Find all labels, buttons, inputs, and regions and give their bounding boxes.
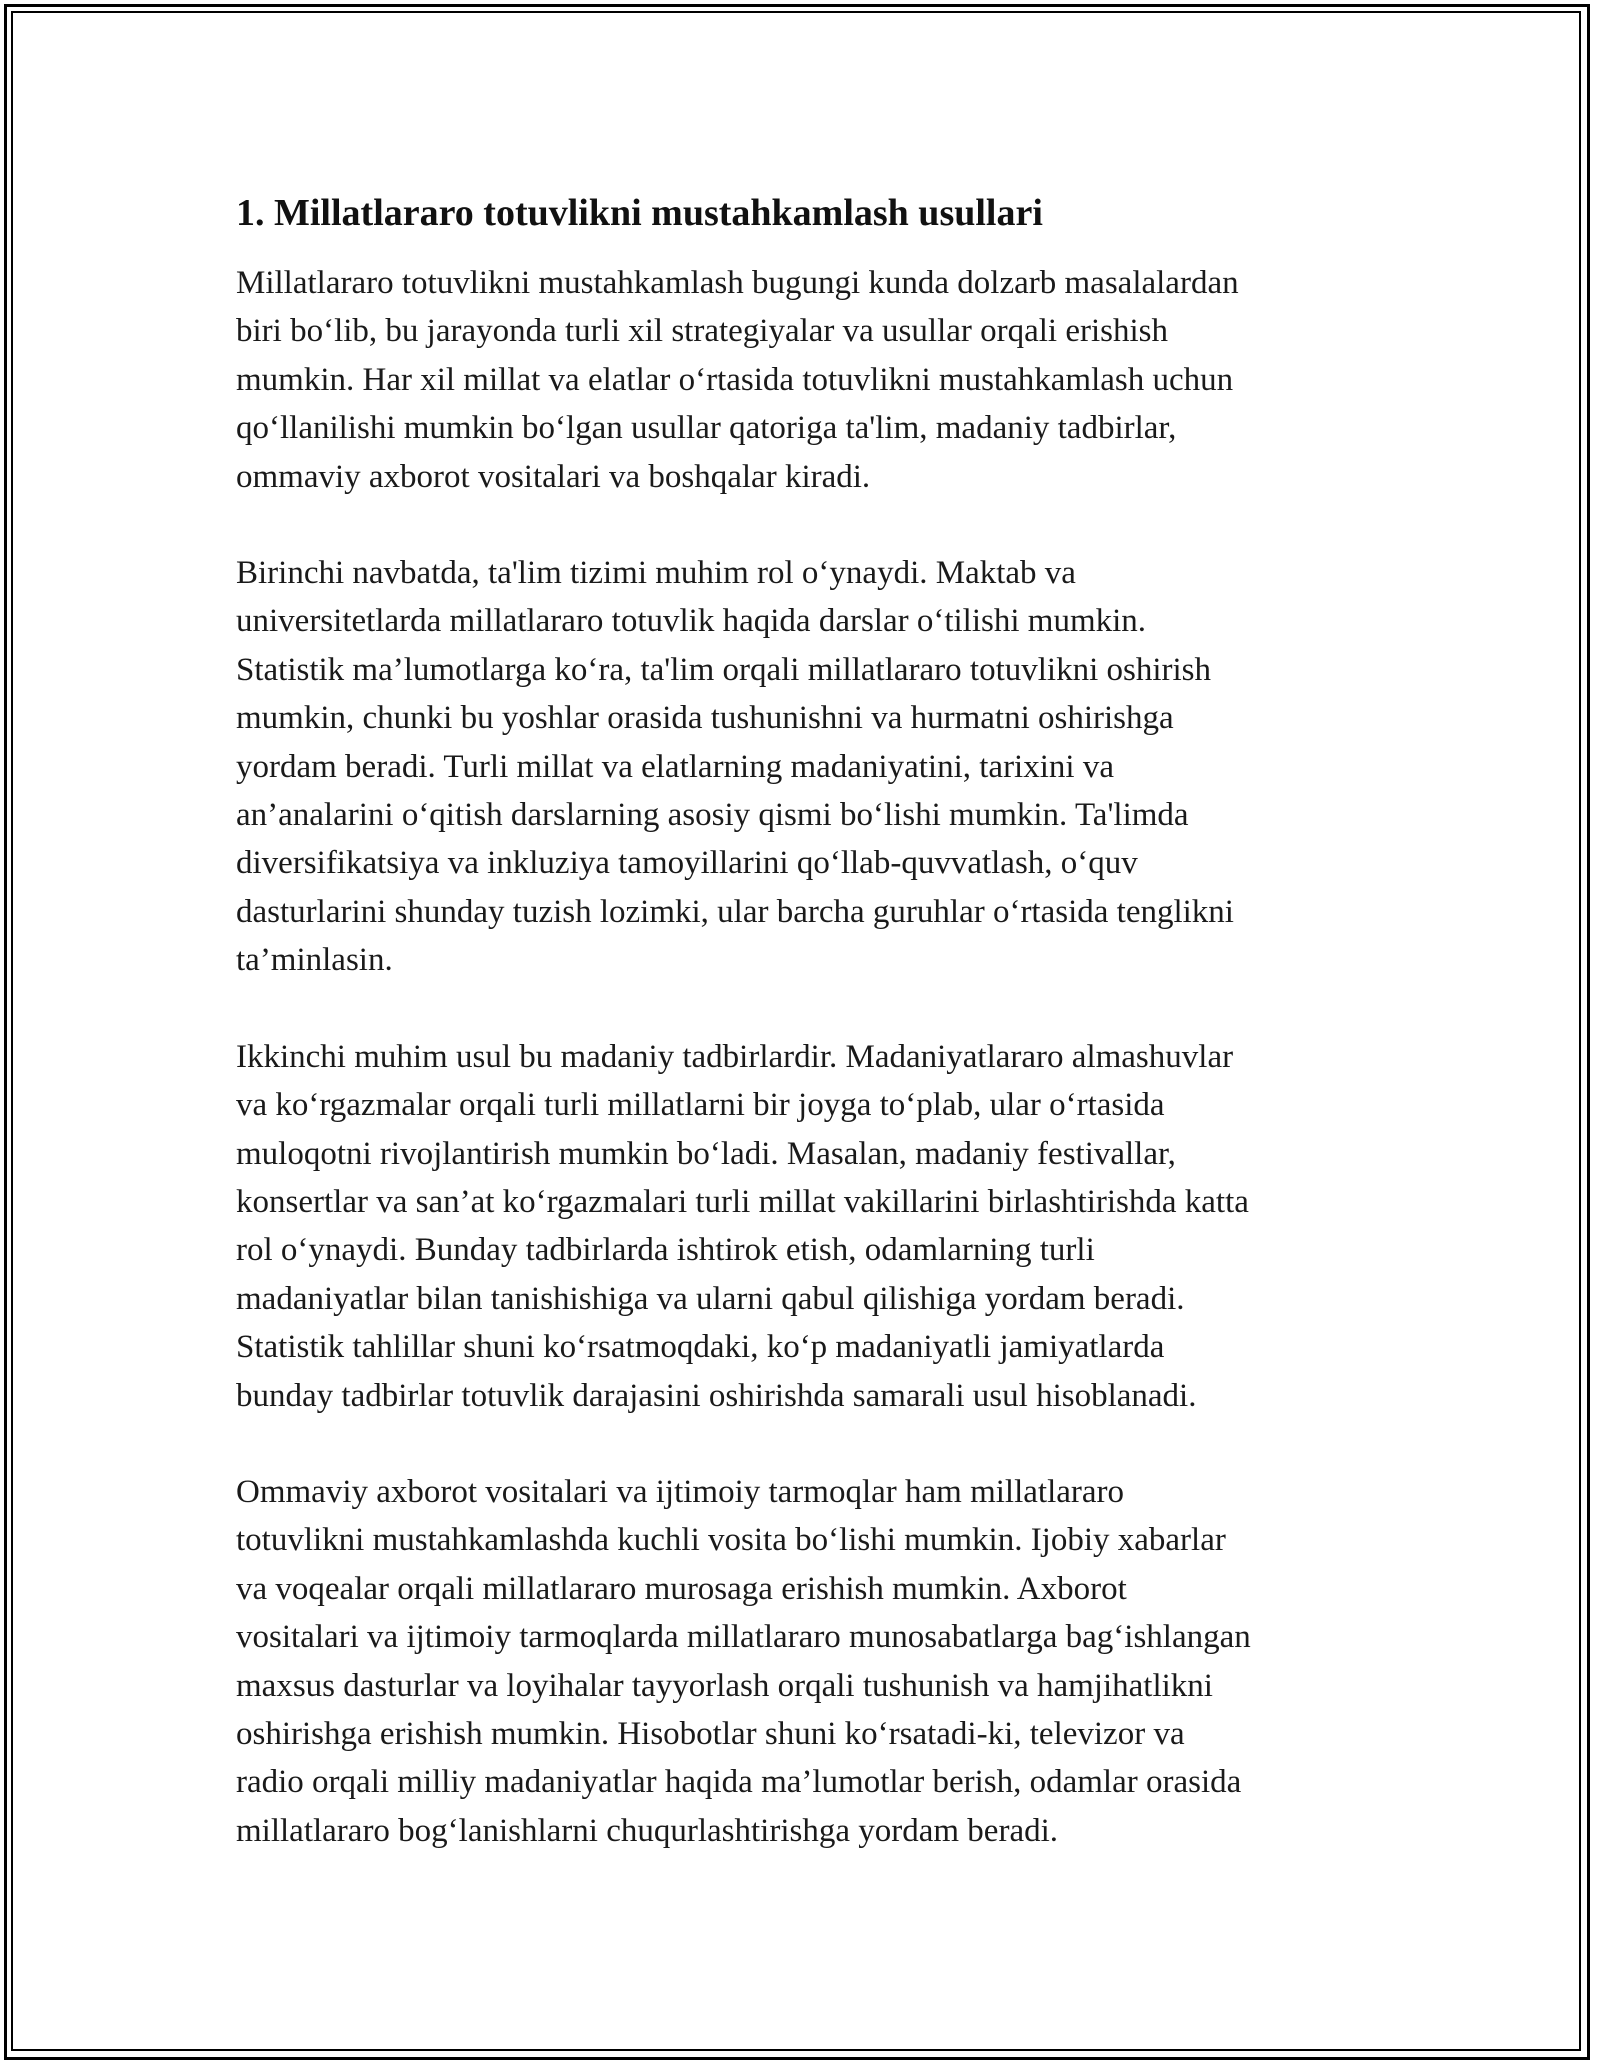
paragraph-cultural-events [236, 1033, 1366, 1420]
paragraph-intro [236, 259, 1366, 501]
text-line: madaniyatlar bilan tanishishiga va ularni qabul qilishiga yordam beradi. [236, 1280, 1185, 1317]
text-line: oshirishga erishish mumkin. Hisobotlar shuni ko‘rsatadi-ki, televizor va [236, 1715, 1185, 1752]
text-line: radio orqali milliy madaniyatlar haqida ma’lumotlar berish, odamlar orasida [236, 1764, 1242, 1801]
text-line: Birinchi navbatda, ta'lim tizimi muhim rol o‘ynaydi. Maktab va [236, 555, 1076, 592]
text-line: universitetlarda millatlararo totuvlik haqida darslar o‘tilishi mumkin. [236, 603, 1147, 640]
document-body [236, 185, 1366, 1903]
text-line: biri bo‘lib, bu jarayonda turli xil strategiyalar va usullar orqali erishish [236, 313, 1169, 350]
text-line: konsertlar va san’at ko‘rgazmalari turli millat vakillarini birlashtirishda katta [236, 1183, 1249, 1220]
text-line: muloqotni rivojlantirish mumkin bo‘ladi. Masalan, madaniy festivallar, [236, 1135, 1176, 1172]
text-line: diversifikatsiya va inkluziya tamoyillarini qo‘llab-quvvatlash, o‘quv [236, 845, 1138, 882]
section-heading: 1. Millatlararo totuvlikni mustahkamlash usullari [236, 192, 1043, 234]
paragraph-media [236, 1468, 1366, 1855]
text-line: an’analarini o‘qitish darslarning asosiy qismi bo‘lishi mumkin. Ta'limda [236, 797, 1189, 834]
text-line: millatlararo bog‘lanishlarni chuqurlashtirishga yordam beradi. [236, 1812, 1059, 1849]
text-line: bunday tadbirlar totuvlik darajasini oshirishda samarali usul hisoblanadi. [236, 1377, 1197, 1414]
text-line: Ommaviy axborot vositalari va ijtimoiy tarmoqlar ham millatlararo [236, 1473, 1125, 1510]
text-line: Millatlararo totuvlikni mustahkamlash bugungi kunda dolzarb masalalardan [236, 265, 1239, 301]
text-line: ommaviy axborot vositalari va boshqalar kiradi. [236, 458, 871, 495]
text-line: Ikkinchi muhim usul bu madaniy tadbirlardir. Madaniyatlararo almashuvlar [236, 1038, 1234, 1075]
text-line: Statistik ma’lumotlarga ko‘ra, ta'lim orqali millatlararo totuvlikni oshirish [236, 651, 1211, 688]
text-line: maxsus dasturlar va loyihalar tayyorlash orqali tushunish va hamjihatlikni [236, 1667, 1213, 1704]
text-line: ta’minlasin. [236, 942, 393, 979]
text-line: dasturlarini shunday tuzish lozimki, ular barcha guruhlar o‘rtasida tenglikni [236, 893, 1234, 930]
text-line: Statistik tahlillar shuni ko‘rsatmoqdaki, ko‘p madaniyatli jamiyatlarda [236, 1329, 1165, 1366]
paragraph-education [236, 549, 1366, 985]
text-line: qo‘llanilishi mumkin bo‘lgan usullar qatoriga ta'lim, madaniy tadbirlar, [236, 410, 1177, 447]
text-line: mumkin, chunki bu yoshlar orasida tushunishni va hurmatni oshirishga [236, 700, 1174, 737]
text-line: yordam beradi. Turli millat va elatlarning madaniyatini, tarixini va [236, 748, 1114, 785]
text-line: totuvlikni mustahkamlashda kuchli vosita bo‘lishi mumkin. Ijobiy xabarlar [236, 1522, 1226, 1559]
text-line: va voqealar orqali millatlararo murosaga erishish mumkin. Axborot [236, 1570, 1127, 1607]
text-line: mumkin. Har xil millat va elatlar o‘rtasida totuvlikni mustahkamlash uchun [236, 361, 1234, 398]
text-line: vositalari va ijtimoiy tarmoqlarda millatlararo munosabatlarga bag‘ishlangan [236, 1619, 1251, 1656]
text-line: va ko‘rgazmalar orqali turli millatlarni bir joyga to‘plab, ular o‘rtasida [236, 1087, 1165, 1124]
text-line: rol o‘ynaydi. Bunday tadbirlarda ishtirok etish, odamlarning turli [236, 1232, 1095, 1269]
